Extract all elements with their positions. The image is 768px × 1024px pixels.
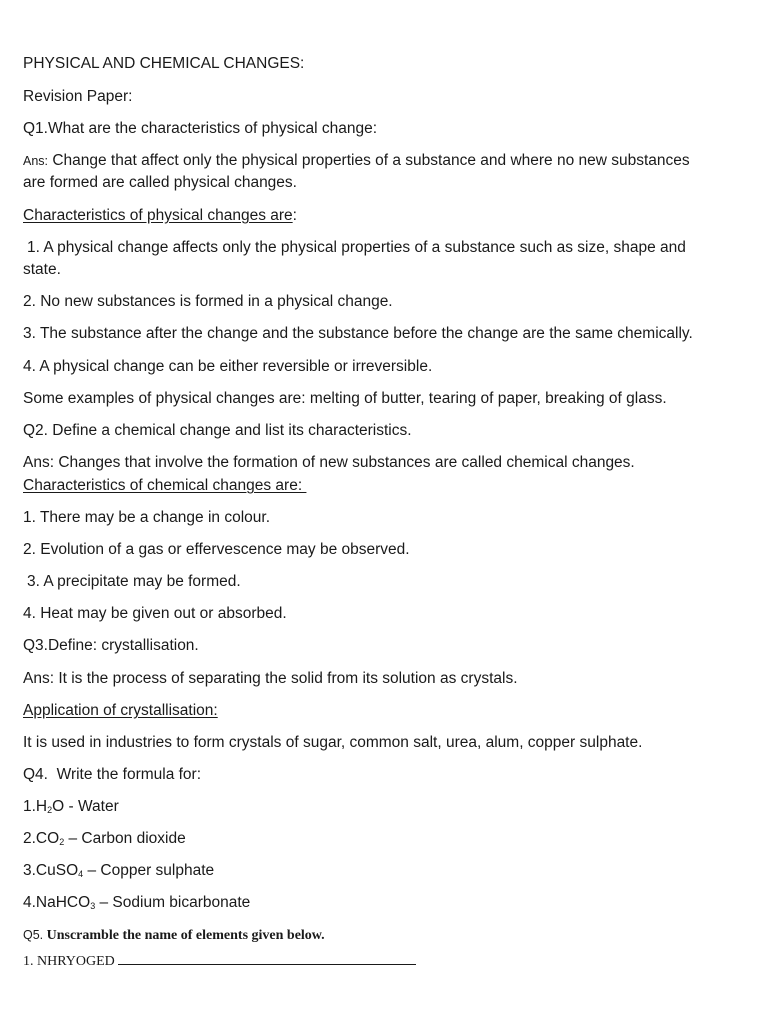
- q2-point-3: 3. A precipitate may be formed.: [27, 573, 241, 590]
- q3-application-text: It is used in industries to form crystals of sugar, common salt, urea, alum, copper sulphate.: [23, 734, 643, 751]
- q2-point-1: 1. There may be a change in colour.: [23, 509, 271, 526]
- q1-char-heading-text: Characteristics of physical changes are: [23, 207, 293, 224]
- q1-point-1: 1. A physical change affects only the physical properties of a substance such as size, shape and: [27, 239, 686, 256]
- q4-f3-sub: 4: [78, 869, 84, 879]
- q1-characteristics-heading: [23, 205, 748, 227]
- q4-formula-1: [23, 796, 748, 818]
- q4-f3-a: 3.CuSO: [23, 862, 79, 879]
- q4-question: Q4. Write the formula for:: [23, 766, 202, 783]
- q4-f4-sub: 3: [90, 901, 96, 911]
- q4-f1-sub: 2: [47, 805, 53, 815]
- q4-formula-3: [23, 860, 748, 882]
- q4-f1-a: 1.H: [23, 798, 48, 815]
- q4-f4-a: 4.NaHCO: [23, 894, 91, 911]
- doc-title: PHYSICAL AND CHEMICAL CHANGES:: [23, 55, 305, 72]
- q2-question: Q2. Define a chemical change and list its characteristics.: [23, 422, 412, 439]
- q1-ans-text-1: Change that affect only the physical properties of a substance and where no new substances: [48, 152, 690, 169]
- q5-answer-blank[interactable]: [118, 950, 416, 965]
- q3-application-heading: [23, 700, 748, 722]
- q4-f2-b: – Carbon dioxide: [64, 830, 186, 847]
- q1-point-2: 2. No new substances is formed in a physical change.: [23, 293, 393, 310]
- doc-subtitle: Revision Paper:: [23, 88, 133, 105]
- q1-ans-prefix: Ans:: [23, 154, 49, 168]
- q1-char-heading-colon: :: [292, 207, 297, 224]
- q4-formula-4: [23, 892, 748, 914]
- q1-point-1-cont: state.: [23, 261, 61, 278]
- q2-point-2: 2. Evolution of a gas or effervescence may be observed.: [23, 541, 410, 558]
- q2-char-heading-text: Characteristics of chemical changes are:: [23, 477, 307, 494]
- q2-point-4: 4. Heat may be given out or absorbed.: [23, 605, 287, 622]
- q2-characteristics-heading: [23, 475, 748, 497]
- q4-f3-b: – Copper sulphate: [83, 862, 215, 879]
- q4-f2-a: 2.CO: [23, 830, 60, 847]
- q5-item-1-text: 1. NHRYOGED: [23, 954, 115, 969]
- q4-f2-sub: 2: [59, 837, 65, 847]
- q5-question-text: Unscramble the name of elements given below.: [46, 928, 325, 943]
- q1-point-4: 4. A physical change can be either reversible or irreversible.: [23, 358, 433, 375]
- q1-examples: Some examples of physical changes are: melting of butter, tearing of paper, breaking of glass.: [23, 390, 667, 407]
- q5-question: [23, 924, 748, 947]
- q3-app-heading-text: Application of crystallisation:: [23, 702, 218, 719]
- q5-item-1: [23, 950, 748, 973]
- q1-answer-line-2: are formed are called physical changes.: [23, 174, 297, 191]
- q1-answer-line-1: [23, 150, 748, 172]
- q4-f1-b: O - Water: [52, 798, 119, 815]
- q5-prefix: Q5.: [23, 928, 47, 942]
- q4-f4-b: – Sodium bicarbonate: [95, 894, 251, 911]
- q3-answer: Ans: It is the process of separating the solid from its solution as crystals.: [23, 670, 518, 687]
- q1-point-3: 3. The substance after the change and the substance before the change are the same chemically.: [23, 325, 693, 342]
- q1-question: Q1.What are the characteristics of physical change:: [23, 120, 378, 137]
- q4-formula-2: [23, 828, 748, 850]
- q2-answer: Ans: Changes that involve the formation of new substances are called chemical changes.: [23, 454, 635, 471]
- q3-question: Q3.Define: crystallisation.: [23, 637, 199, 654]
